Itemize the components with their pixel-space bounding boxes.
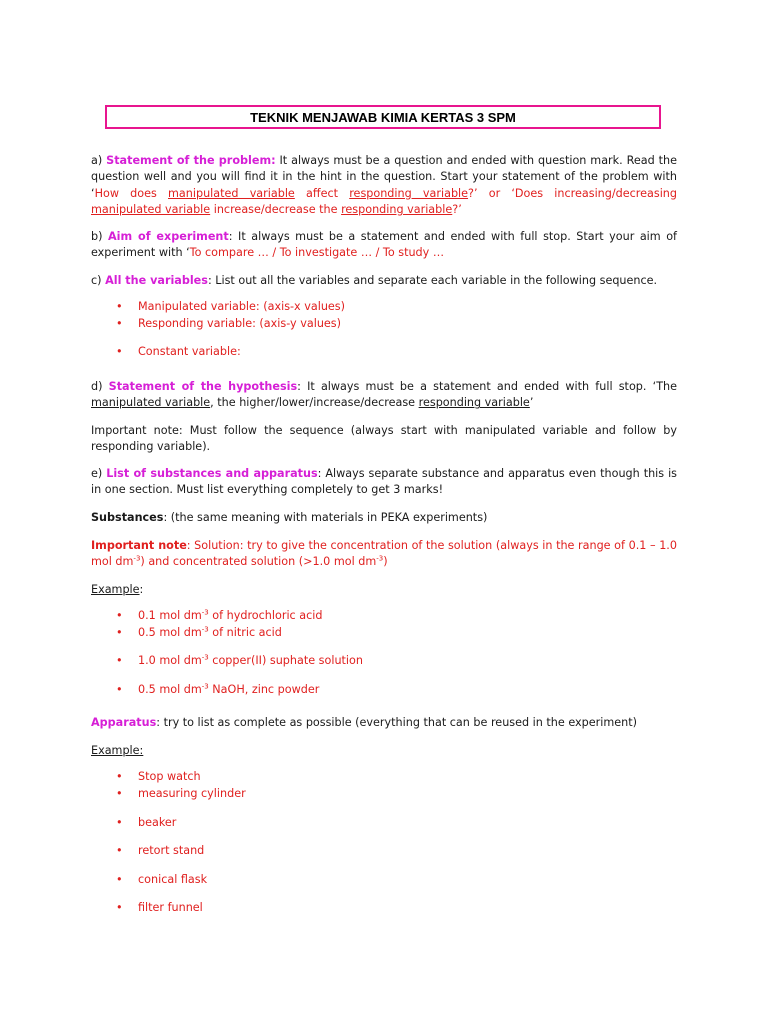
bullet-icon: • [116,901,123,914]
section-b-label: Aim of experiment [108,230,229,243]
list-item [116,872,207,888]
apparatus-text: : try to list as complete as possible (everything that can be reused in the experiment) [156,716,637,729]
list-item [116,653,363,669]
superscript: -3 [133,554,141,563]
underlined-red-text: manipulated variable [91,203,211,217]
bullet-icon: • [116,626,123,639]
section-c-label: All the variables [105,274,208,287]
section-letter: e) [91,467,107,480]
substance-text: NaOH, zinc powder [208,683,320,696]
example-heading-substances [91,582,677,598]
superscript: -3 [201,682,209,691]
important-note-sequence: Important note: Must follow the sequence (always start with manipulated variable and follow by responding variable). [91,424,677,454]
underlined-red-text: manipulated variable [168,186,295,200]
section-a-text: It always must be a question and ended with question mark. Read the question well and you will find it in the hint in the question. Start your statement of the problem with ‘ [91,154,677,200]
list-item [116,299,345,315]
list-item [116,344,241,360]
apparatus-item: retort stand [138,844,205,857]
section-c-text: : List out all the variables and separate each variable in the following sequence. [207,274,658,287]
red-text: : Solution: try to give the concentration of the solution (always in the range of 0.1 – 1.0 mol dm [91,539,677,569]
section-d-label: Statement of the hypothesis [108,380,298,393]
substance-text: of nitric acid [208,626,282,639]
substance-text: 0.5 mol dm [138,683,202,696]
apparatus-heading [91,715,677,731]
list-item [116,682,319,698]
superscript: -3 [201,625,209,634]
underlined-text: manipulated variable [91,396,211,410]
example-label: Example [91,583,140,596]
apparatus-label: Apparatus [91,716,157,729]
variable-item: Manipulated variable: (axis-x values) [138,300,345,313]
substance-text: 0.1 mol dm [138,609,202,622]
red-text: increase/decrease the [210,203,342,217]
underlined-red-text: responding variable [349,186,469,200]
bullet-icon: • [116,816,123,829]
section-d-text: ’ [529,396,534,410]
section-e-label: List of substances and apparatus [106,467,318,480]
apparatus-item: beaker [138,816,177,829]
bullet-icon: • [116,654,123,667]
section-a-label: Statement of the problem: [106,154,276,167]
bullet-icon: • [116,770,123,783]
bullet-icon: • [116,844,123,857]
list-item [116,316,341,332]
substance-text: 0.5 mol dm [138,626,202,639]
red-text: How does [94,186,169,200]
variable-item: Responding variable: (axis-y values) [138,317,341,330]
section-letter: b) [91,230,108,243]
section-b-text: : It always must be a statement and ended with full stop. Start your aim of experiment with ‘ [91,230,677,260]
section-e-text: : Always separate substance and apparatus even though this is in one section. Must list everything completely to get 3 marks! [91,467,678,497]
bullet-icon: • [116,787,123,800]
substance-text: of hydrochloric acid [208,609,323,622]
red-text: ) and concentrated solution (>1.0 mol dm [140,555,377,569]
example-colon: : [139,583,144,596]
bullet-icon: • [116,683,123,696]
list-item [116,900,203,916]
bullet-icon: • [116,609,123,622]
list-item [116,608,322,624]
substance-text: 1.0 mol dm [138,654,202,667]
superscript: -3 [376,554,384,563]
section-d-text: : It always must be a statement and ended with full stop. ‘The [297,380,677,393]
bullet-icon: • [116,873,123,886]
substances-heading [91,510,677,526]
apparatus-item: Stop watch [138,770,201,783]
red-text: ) [383,555,388,569]
section-letter: d) [91,380,109,393]
red-text: To compare … / To investigate … / To study … [189,246,445,260]
bullet-icon: • [116,345,123,358]
substances-text: : (the same meaning with materials in PEKA experiments) [163,511,488,524]
section-letter: a) [91,154,107,167]
apparatus-item: measuring cylinder [138,787,246,800]
section-b [91,229,677,262]
section-e [91,466,677,499]
list-item [116,815,176,831]
red-text: affect [294,186,350,200]
list-item [116,625,282,641]
section-d [91,379,677,412]
substance-text: copper(II) suphate solution [208,654,363,667]
apparatus-item: filter funnel [138,901,203,914]
section-d-text: , the higher/lower/increase/decrease [210,396,419,410]
underlined-red-text: responding variable [341,203,453,217]
underlined-text: responding variable [418,396,530,410]
bullet-icon: • [116,300,123,313]
important-note-solution [91,538,677,571]
list-item [116,786,246,802]
bullet-icon: • [116,317,123,330]
section-a [91,153,677,219]
document-title: TEKNIK MENJAWAB KIMIA KERTAS 3 SPM [105,105,661,129]
variable-item: Constant variable: [138,345,241,358]
section-c [91,273,677,289]
important-note-label: Important note [91,539,187,552]
substances-label: Substances [91,511,164,524]
apparatus-item: conical flask [138,873,208,886]
section-letter: c) [91,274,106,287]
red-text: ?’ or ‘Does increasing/decreasing [468,186,677,200]
superscript: -3 [201,608,209,617]
list-item [116,769,201,785]
superscript: -3 [201,653,209,662]
list-item [116,843,204,859]
red-text: ?’ [452,203,462,217]
example-heading-apparatus: Example: [91,744,144,757]
